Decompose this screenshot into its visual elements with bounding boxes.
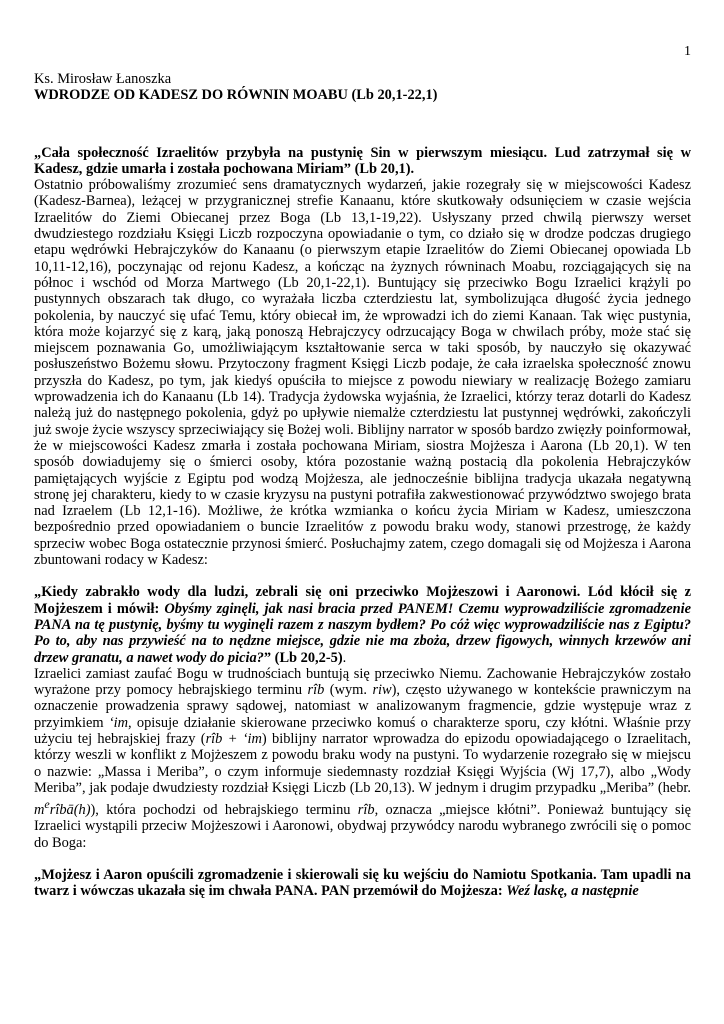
author-name: Ks. Mirosław Łanoszka: [34, 71, 172, 87]
commentary-paragraph-2: Izraelici zamiast zaufać Bogu w trudnościach buntują się przeciwko Niemu. Zachowanie Hebrajczyków zostało wyrażone przy pomocy hebrajskiego terminu rîb (wym. riw), często używanego w kontekście prawniczym na oznaczenie prowadzenia sprawy sądowej, natomiast w analizowanym fragmencie, gdzie występuje wraz z przyimkiem ‘im, opisuje działanie skierowane przeciwko komuś o charakterze sporu, czy kłótni. Właśnie przy użyciu tej hebrajskiej frazy (rîb + ‘im) biblijny narrator wprowadza do epizodu opowiadającego o Izraelitach, którzy weszli w konflikt z Mojżeszem z powodu braku wody na pustyni. To wydarzenie rozegrało się w miejscu o nazwie: „Massa i Meriba”, o czym informuje siedemnasty rozdział Księgi Wyjścia (Wj 17,7), albo „Wody Meriba”, jak podaje dwudziesty rozdział Księgi Liczb (Lb 20,13). W jednym i drugim przypadku „Meriba” (hebr. $m^erîbā(h)$), która pochodzi od hebrajskiego terminu rîb, oznacza „miejsce kłótni”. Ponieważ buntujący się Izraelici wystąpili przeciw Mojżeszowi i Aaronowi, obydwaj przywódcy narodu wybranego zwrócili się o pomoc do Boga:: [34, 665, 691, 851]
scripture-quote-1: „Cała społeczność Izraelitów przybyła na pustynię Sin w pierwszym miesiącu. Lud zatrzymał się w Kadesz, gdzie umarła i została pochowana Miriam” (Lb 20,1).: [34, 144, 691, 177]
commentary-paragraph-1: Ostatnio próbowaliśmy zrozumieć sens dramatycznych wydarzeń, jakie rozegrały się w miejscowości Kadesz (Kadesz-Barnea), leżącej w przygranicznej strefie Kanaanu, które skutkowały odsunięciem w czasie wejścia Izraelitów do Ziemi Obiecanej przez Boga (Lb 13,1-19,22). Usłyszany przed chwilą pierwszy werset dwudziestego rozdziału Księgi Liczb rozpoczyna opowiadanie o tym, co działo się w drodze podczas drugiego etapu wędrówki Hebrajczyków do Kanaanu (o pierwszym etapie Izraelitów do Ziemi Obiecanej opowiada Lb 10,11-12,16), poczynając od rejonu Kadesz, a kończąc na żyznych równinach Moabu, rozciągających się na północ i wschód od Morza Martwego (Lb 20,1-22,1). Buntujący się przeciwko Bogu Izraelici krążyli po pustynnych obszarach tak długo, co wyrażała liczba czterdziestu lat, symbolizująca długość życia jednego pokolenia, by nauczyć się ufać Temu, który obiecał im, że wprowadzi ich do ziemi Kanaan. Tak więc pustynia, która może kojarzyć się z karą, jaką ponoszą Hebrajczycy odrzucający Boga w chwilach próby, może stać się miejscem poznawania Go, umożliwiającym kształtowanie serca w taki sposób, by nauczyło się okazywać posłuszeństwo Bożemu słowu. Przytoczony fragment Księgi Liczb podaje, że cała izraelska społeczność znowu przyszła do Kadesz, po tym, jak kiedyś opuściła to miejsce z powodu niewiary w realizację Bożego zamiaru wprowadzenia ich do Kanaanu (Lb 14). Tradycja żydowska wyjaśnia, że Izraelici, którzy teraz dotarli do Kadesz należą już do następnego pokolenia, gdyż po upływie niemalże czterdziestu lat pustynnej wędrówki, zakończyli już swoje życie wszyscy sprzeciwiający się Bożej woli. Biblijny narrator w sposób bardzo zwięzły poinformował, że w miejscowości Kadesz zmarła i została pochowana Miriam, siostra Mojżesza i Aarona (Lb 20,1). W ten sposób dowiadujemy się o śmierci osoby, która pozostanie ważną postacią dla pokolenia Hebrajczyków pamiętających wyjście z Egiptu pod wodzą Mojżesza, ale jednocześnie biblijna tradycja ukazała negatywną stronę jej charakteru, kiedy to w czasie kryzysu na pustyni potrafiła zakwestionować przywództwo swojego brata nad Izraelem (Lb 12,1-16). Możliwe, że krótka wzmianka o końcu życia Miriam w Kadesz, umieszczona bezpośrednio przed opowiadaniem o buncie Izraelitów z powodu braku wody, stanowi przestrogę, że każdy sprzeciw wobec Boga ostatecznie przynosi śmierć. Posłuchajmy zatem, czego domagali się od Mojżesza i Aarona zbuntowani rodacy w Kadesz:: [34, 177, 691, 569]
quote-speech: Obyśmy zginęli, jak nasi bracia przed PANEM! Czemu wyprowadziliście zgromadzenie PANA na tę pustynię, byśmy tu wyginęli razem z naszym bydłem? Po cóż więc wyprowadziliście nas z Egiptu? Po to, aby nas przywieść na to nędzne miejsce, gdzie nie ma zboża, drzew figowych, winnych krzewów ani drzew granatu, a nawet wody do picia?: [34, 600, 691, 666]
scripture-quote-3: „Mojżesz i Aaron opuścili zgromadzenie i skierowali się ku wejściu do Namiotu Spotkania. Tam upadli na twarz i wówczas ukazała się im chwała PANA. PAN przemówił do Mojżesza: Weź laskę, a następnie: [34, 866, 691, 900]
scripture-quote-2: „Kiedy zabrakło wody dla ludzi, zebrali się oni przeciwko Mojżeszowi i Aaronowi. Lód kłócił się z Mojżeszem i mówił: Obyśmy zginęli, jak nasi bracia przed PANEM! Czemu wyprowadziliście zgromadzenie PANA na tę pustynię, byśmy tu wyginęli razem z naszym bydłem? Po cóż więc wyprowadziliście nas z Egiptu? Po to, aby nas przywieść na to nędzne miejsce, gdzie nie ma zboża, drzew figowych, winnych krzewów ani drzew granatu, a nawet wody do picia?” (Lb 20,2-5).: [34, 584, 691, 666]
article-title: WDRODZE OD KADESZ DO RÓWNIN MOABU (Lb 20,1-22,1): [34, 87, 438, 104]
page-number: 1: [684, 44, 691, 59]
quote-speech: Weź laskę, a następnie: [506, 883, 639, 900]
document-body: [34, 71, 691, 899]
